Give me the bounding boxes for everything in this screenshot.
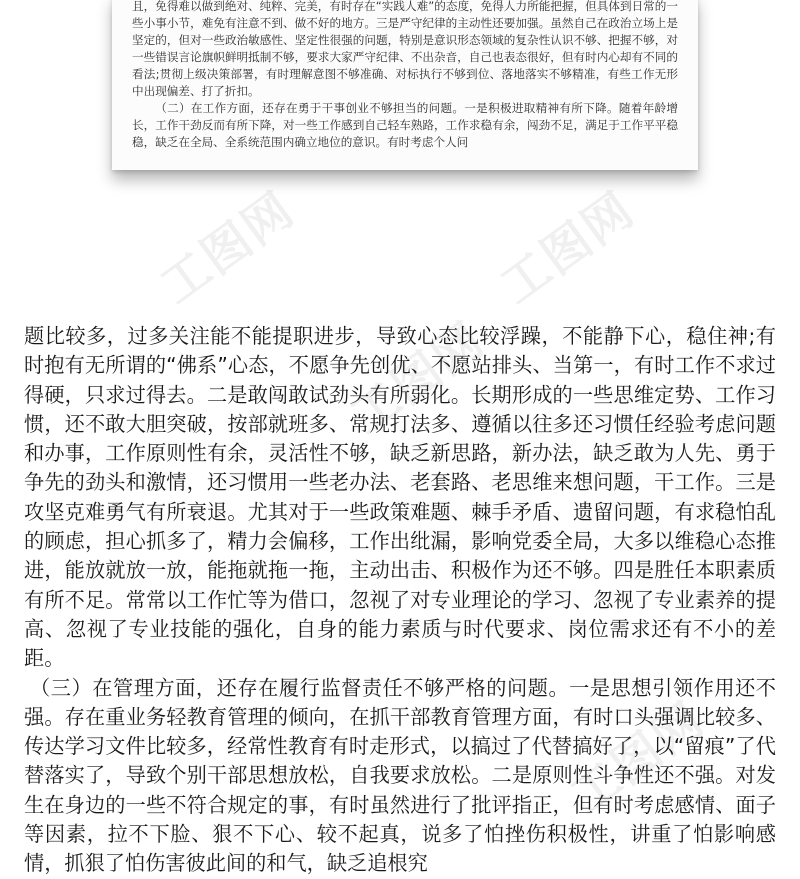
preview-content [112,0,698,151]
body-paragraph-section: （三）在管理方面，还存在履行监督责任不够严格的问题。一是思想引领作用还不强。存在重业务轻教育管理的倾向，在抓干部教育管理方面，有时口头强调比较多、传达学习文件比较多，经常性教育有时走形式，以搞过了代替搞好了，以“留痕”了代替落实了，导致个别干部思想放松，自我要求放松。二是原则性斗争性还不强。对发生在身边的一些不符合规定的事，有时虽然进行了批评指正，但有时考虑感情、面子等因素，拉不下脸、狠不下心、较不起真，说多了怕挫伤积极性，讲重了怕影响感情，抓狠了怕伤害彼此间的和气，缺乏追根究 [24,675,776,876]
watermark: 工图网 [490,181,645,315]
watermark: 工图网 [150,181,305,315]
body-paragraph: 题比较多，过多关注能不能提职进步，导致心态比较浮躁，不能静下心，稳住神;有时抱有无所谓的“佛系”心态，不愿争先创优、不愿站排头、当第一，有时工作不求过得硬，只求过得去。二是敢闯敢试劲头有所弱化。长期形成的一些思维定势、工作习惯，还不敢大胆突破，按部就班多、常规打法多、遵循以往多还习惯任经验考虑问题和办事，工作原则性有余，灵活性不够，缺乏新思路，新办法，缺乏敢为人先、勇于争先的劲头和激情，还习惯用一些老办法、老套路、老思维来想问题，干工作。三是攻坚克难勇气有所衰退。尤其对于一些政策难题、棘手矛盾、遗留问题，有求稳怕乱的顾虑，担心抓多了，精力会偏移，工作出纰漏，影响党委全局，大多以维稳心态推进，能放就放一放，能拖就拖一拖，主动出击、积极作为还不够。四是胜任本职素质有所不足。常常以工作忙等为借口，忽视了对专业理论的学习、忽视了专业素养的提高、忽视了专业技能的强化，自身的能力素质与时代要求、岗位需求还有不小的差距。 [24,324,776,671]
watermark: 工图网 [340,311,495,445]
watermark: 工图网 [560,691,715,825]
preview-paragraph: （二）在工作方面，还存在勇于干事创业不够担当的问题。一是积极进取精神有所下降。随着年龄增长，工作干劲反而有所下降，对一些工作感到自己轻车熟路，工作求稳有余，闯劲不足，满足于工作平平稳稳，缺乏在全局、全系统范围内确立地位的意识。有时考虑个人问 [132,101,678,149]
preview-paragraph: 且，免得难以做到绝对、纯粹、完美，有时存在“实践人难”的态度，免得人力所能把握，但具体到日常的一些小事小节，难免有注意不到、做不好的地方。三是严守纪律的主动性还要加强。虽然自己在政治立场上是坚定的，但对一些政治敏感性、坚定性很强的问题，特别是意识形态领域的复杂性认识不够、把握不够，对一些错误言论旗帜鲜明抵制不够，要求大家严守纪律、不出杂音，自己也表态很好，但有时内心却有不同的看法;贯彻上级决策部署，有时理解意图不够准确、对标执行不够到位、落地落实不够精准，有些工作无形中出现偏差、打了折扣。 [132,0,678,98]
document-body [24,322,776,879]
document-preview-card [112,0,698,170]
